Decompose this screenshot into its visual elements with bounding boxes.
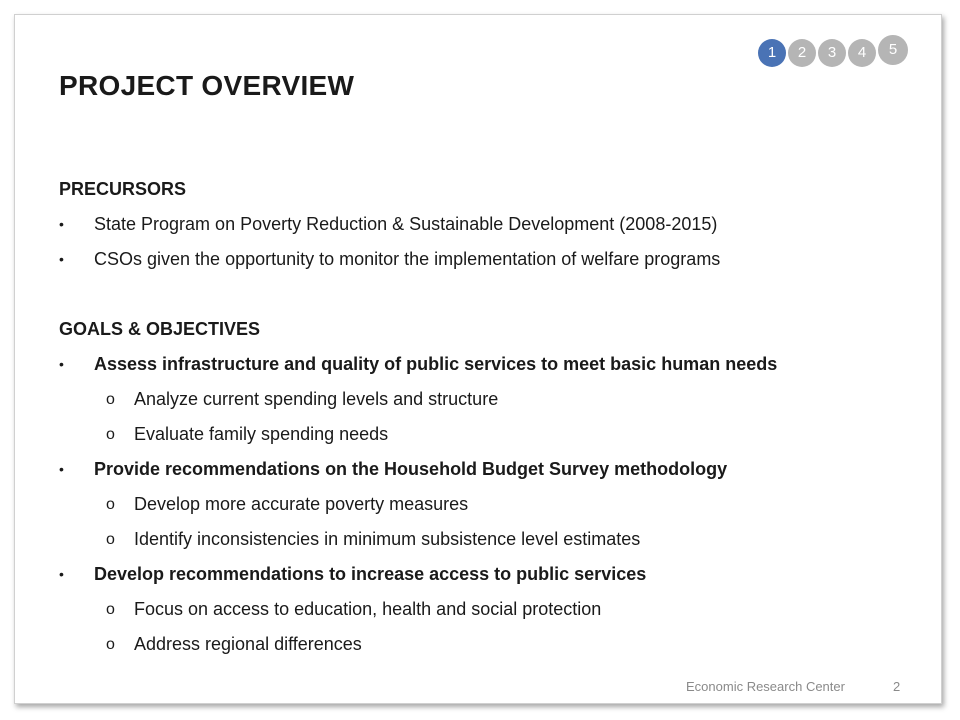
sub-bullet-icon: o <box>106 636 115 653</box>
list-item <box>59 244 919 279</box>
footer-org-name: Economic Research Center <box>686 679 845 694</box>
sub-bullet-text: Evaluate family spending needs <box>134 424 389 444</box>
sub-bullet-icon: o <box>106 601 115 618</box>
nav-dot-5[interactable]: 5 <box>878 35 908 65</box>
bullet-text: Assess infrastructure and quality of public services to meet basic human needs <box>94 354 778 374</box>
bullet-text: Develop recommendations to increase access to public services <box>94 564 647 584</box>
bullet-icon: • <box>59 566 64 582</box>
slide-content <box>59 174 919 664</box>
sub-list-item <box>59 594 919 629</box>
bullet-text: CSOs given the opportunity to monitor the implementation of welfare programs <box>94 249 721 269</box>
sub-list-item <box>59 419 919 454</box>
slide-navigation <box>758 37 908 69</box>
bullet-icon: • <box>59 461 64 477</box>
sub-bullet-text: Identify inconsistencies in minimum subsistence level estimates <box>134 529 641 549</box>
list-item <box>59 559 919 594</box>
sub-list-item <box>59 384 919 419</box>
sub-bullet-icon: o <box>106 531 115 548</box>
sub-bullet-icon: o <box>106 496 115 513</box>
sub-bullet-icon: o <box>106 391 115 408</box>
page-number: 2 <box>893 679 901 694</box>
list-item <box>59 209 919 244</box>
bullet-text: Provide recommendations on the Household Budget Survey methodology <box>94 459 728 479</box>
nav-dot-1[interactable]: 1 <box>758 39 786 67</box>
sub-list-item <box>59 524 919 559</box>
sub-bullet-text: Develop more accurate poverty measures <box>134 494 469 514</box>
sub-bullet-text: Focus on access to education, health and social protection <box>134 599 602 619</box>
sub-bullet-text: Analyze current spending levels and structure <box>134 389 499 409</box>
nav-dot-3[interactable]: 3 <box>818 39 846 67</box>
sub-bullet-icon: o <box>106 426 115 443</box>
bullet-icon: • <box>59 216 64 232</box>
sub-list-item <box>59 629 919 664</box>
nav-dot-2[interactable]: 2 <box>788 39 816 67</box>
sub-list-item <box>59 489 919 524</box>
list-item <box>59 349 919 384</box>
nav-dot-4[interactable]: 4 <box>848 39 876 67</box>
list-item <box>59 454 919 489</box>
page-title: PROJECT OVERVIEW <box>59 70 355 101</box>
section-heading-goals: GOALS & OBJECTIVES <box>59 319 261 339</box>
sub-bullet-text: Address regional differences <box>134 634 362 654</box>
bullet-icon: • <box>59 251 64 267</box>
bullet-text: State Program on Poverty Reduction & Sustainable Development (2008-2015) <box>94 214 718 234</box>
section-heading-precursors: PRECURSORS <box>59 179 187 199</box>
bullet-icon: • <box>59 356 64 372</box>
